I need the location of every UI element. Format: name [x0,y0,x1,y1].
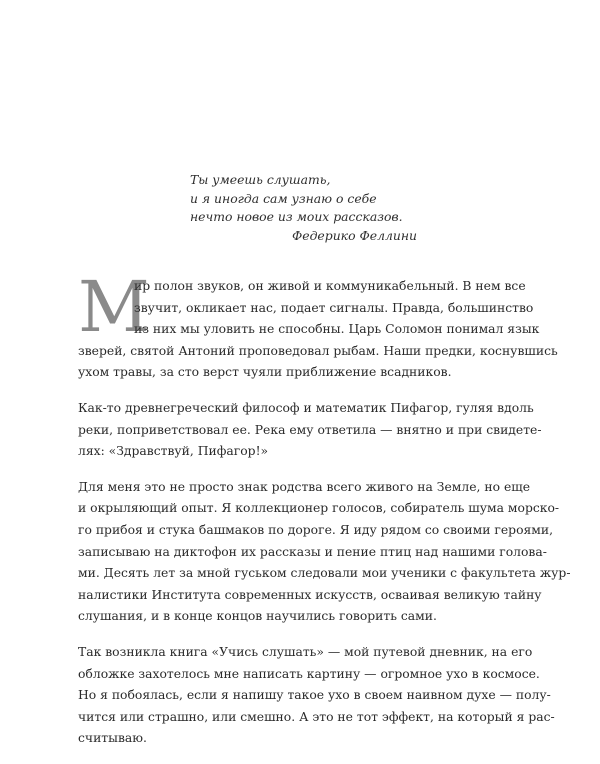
text-line: реки, поприветствовал ее. Река ему ответила — внятно и при свидете- [78,422,542,437]
text-line: чится или страшно, или смешно. А это не тот эффект, на который я рас- [78,709,555,724]
paragraph [78,398,542,463]
epigraph-line: и я иногда сам узнаю о себе [190,190,377,206]
text-line: зверей, святой Антоний проповедовал рыбам. Наши предки, коснувшись [78,343,558,358]
text-line: лях: «Здравствуй, Пифагор!» [78,444,269,459]
text-line: считываю. [78,731,147,746]
text-line: записываю на диктофон их рассказы и пение птиц над нашими голова- [78,544,547,559]
text-line: ухом травы, за сто верст чуяли приближение всадников. [78,365,452,380]
text-line: звучит, окликает нас, подает сигналы. Правда, большинство [134,300,534,315]
epigraph [190,171,490,245]
text-line: ир полон звуков, он живой и коммуникабельный. В нем все [134,279,526,293]
text-line: Для меня это не просто знак родства всего живого на Земле, но еще [78,479,531,494]
text-line: из них мы уловить не способны. Царь Соломон понимал язык [134,322,540,337]
text-line: ми. Десять лет за мной гуськом следовали мои ученики с факультета жур- [78,566,571,581]
paragraph [78,477,571,628]
text-line: Так возникла книга «Учись слушать» — мой путевой дневник, на его [78,644,533,659]
drop-cap: М [78,266,150,348]
text-line: слушания, и в конце концов научились говорить сами. [78,609,437,624]
text-line: налистики Института современных искусств, осваивая великую тайну [78,587,542,602]
epigraph-line: нечто новое из моих рассказов. [190,209,403,225]
text-line: Как-то древнегреческий философ и математик Пифагор, гуляя вдоль [78,400,534,415]
article-body [78,266,571,764]
epigraph-author: Федерико Феллини [291,227,417,243]
text-line: го прибоя и стука башмаков по дороге. Я иду рядом со своими героями, [78,522,554,537]
paragraph [78,642,555,750]
text-line: Но я побоялась, если я напишу такое ухо в своем наивном духе — полу- [78,688,551,703]
epigraph-line: Ты умеешь слушать, [190,172,331,187]
text-line: обложке захотелось мне написать картину — огромное ухо в космосе. [78,666,540,681]
paragraph [78,266,558,384]
text-line: и окрыляющий опыт. Я коллекционер голосов, собиратель шума морско- [78,501,560,516]
